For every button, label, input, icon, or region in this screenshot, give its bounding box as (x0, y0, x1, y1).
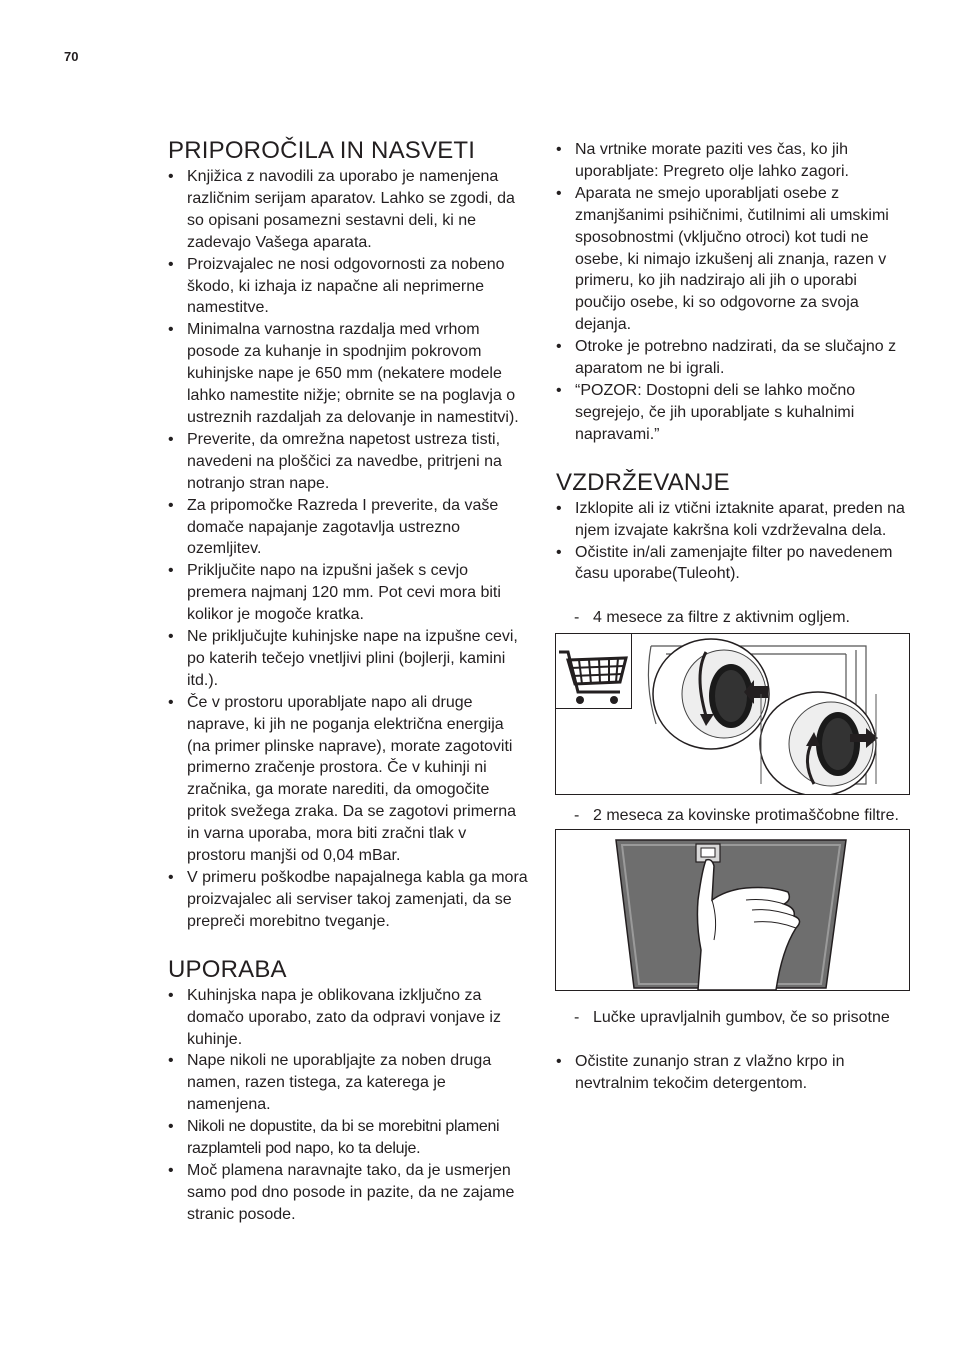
list-item: • Ne priključujte kuhinjske nape na izpušne cevi, po katerih tečejo vnetljivi plini (bojlerji, kamini itd.). (168, 626, 528, 692)
list-item: • Če v prostoru uporabljate napo ali druge naprave, ki jih ne poganja električna energija (na primer plinske naprave), morate zagotoviti primerno zračenje prostora. Če v kuhinji ni zračnika, ga morate narediti, da omogočite pritok svežega zraka. Da se zagotovi primerna in varna uporaba, mora biti zračni tlak v prostoru manjši od 0,04 mBar. (168, 692, 528, 867)
list-item: • Očistite zunanjo stran z vlažno krpo in nevtralnim tekočim detergentom. (556, 1051, 910, 1095)
list-item: • Nikoli ne dopustite, da bi se morebitni plameni razplamteli pod napo, ko ta deluje. (168, 1116, 528, 1160)
list-item: • Moč plamena naravnajte tako, da je usmerjen samo pod dno posode in pazite, da ne zajame stranic posode. (168, 1160, 528, 1226)
list-item: • Očistite in/ali zamenjajte filter po navedenem času uporabe(Tuleoht). (556, 542, 910, 586)
list-item: • Minimalna varnostna razdalja med vrhom posode za kuhanje in spodnjim pokrovom kuhinjske nape je 650 mm (nekatere modele lahko namestite nižje; obrnite se na poglavja o ustreznih razdaljah za delovanje in namestitvi). (168, 319, 528, 429)
list-item: • Knjižica z navodili za uporabo je namenjena različnim serijam aparatov. Lahko se zgodi, da so opisani posamezni sestavni deli, ki ne zadevajo Vašega aparata. (168, 166, 528, 254)
grease-filter-figure (555, 829, 910, 991)
list-item: • Kuhinjska napa je oblikovana izključno za domačo uporabo, zato da odpravi vonjave iz kuhinje. (168, 985, 528, 1051)
carbon-filter-replacement-illustration (556, 634, 909, 794)
cleaning-list (556, 1051, 910, 1095)
list-item: • Preverite, da omrežna napetost ustreza tisti, navedeni na ploščici za navedbe, pritrjeni na notranjo stran nape. (168, 429, 528, 495)
list-item: • Izklopite ali iz vtični iztaknite aparat, preden na njem izvajate kakršna koli vzdrževalna dela. (556, 498, 910, 542)
list-item: • Nape nikoli ne uporabljajte za noben druga namen, razen tistega, za katerega je namenjena. (168, 1050, 528, 1116)
carbon-filter-figure (555, 633, 910, 795)
list-item: • Na vrtnike morate paziti ves čas, ko jih uporabljate: Pregreto olje lahko zagori. (556, 139, 910, 183)
list-item: • Priključite napo na izpušni jašek s cevjo premera najmanj 120 mm. Pot cevi mora biti kolikor je mogoče kratka. (168, 560, 528, 626)
list-item: • Aparata ne smejo uporabljati osebe z zmanjšanimi psihičnimi, čutilnimi ali umskimi sposobnostmi (vključno otroci) kot tudi ne osebe, ki nimajo izkušenj ali znanja, razen v primeru, ko jih nadzirajo ali jih o uporabi poučijo osebe, ki so odgovorne za svoja dejanja. (556, 183, 910, 336)
usage-list (168, 985, 528, 1226)
list-item: • Proizvajalec ne nosi odgovornosti za nobeno škodo, ki izhaja iz napačne ali neprimerne namestitve. (168, 254, 528, 320)
list-item: • Otroke je potrebno nadzirati, da se slučajno z aparatom ne bi igrali. (556, 336, 910, 380)
grease-filter-removal-illustration (556, 830, 909, 990)
left-column (168, 136, 528, 1226)
list-item: • “POZOR: Dostopni deli se lahko močno segrejejo, če jih uporabljate s kuhalnimi napravami.” (556, 380, 910, 446)
list-item: • V primeru poškodbe napajalnega kabla ga mora proizvajalec ali serviser takoj zamenjati, da se prepreči morebitno tveganje. (168, 867, 528, 933)
recommendations-list (168, 166, 528, 933)
list-item: • Za pripomočke Razreda I preverite, da vaše domače napajanje zagotavlja ustrezno ozemljitev. (168, 495, 528, 561)
page-number: 70 (64, 49, 79, 64)
grease-filter-interval: - 2 meseca za kovinske protimaščobne filtre. (556, 805, 910, 827)
section-title-usage: UPORABA (168, 955, 287, 983)
knob-lights-item: - Lučke upravljalnih gumbov, če so prisotne (556, 1007, 910, 1029)
maintenance-list (556, 498, 910, 586)
carbon-filter-interval: - 4 mesece za filtre z aktivnim ogljem. (556, 607, 910, 629)
section-title-recommendations: PRIPOROČILA IN NASVETI (168, 137, 476, 164)
section-title-maintenance: VZDRŽEVANJE (556, 468, 730, 496)
safety-list-continued (556, 139, 910, 446)
right-column (556, 139, 910, 1095)
